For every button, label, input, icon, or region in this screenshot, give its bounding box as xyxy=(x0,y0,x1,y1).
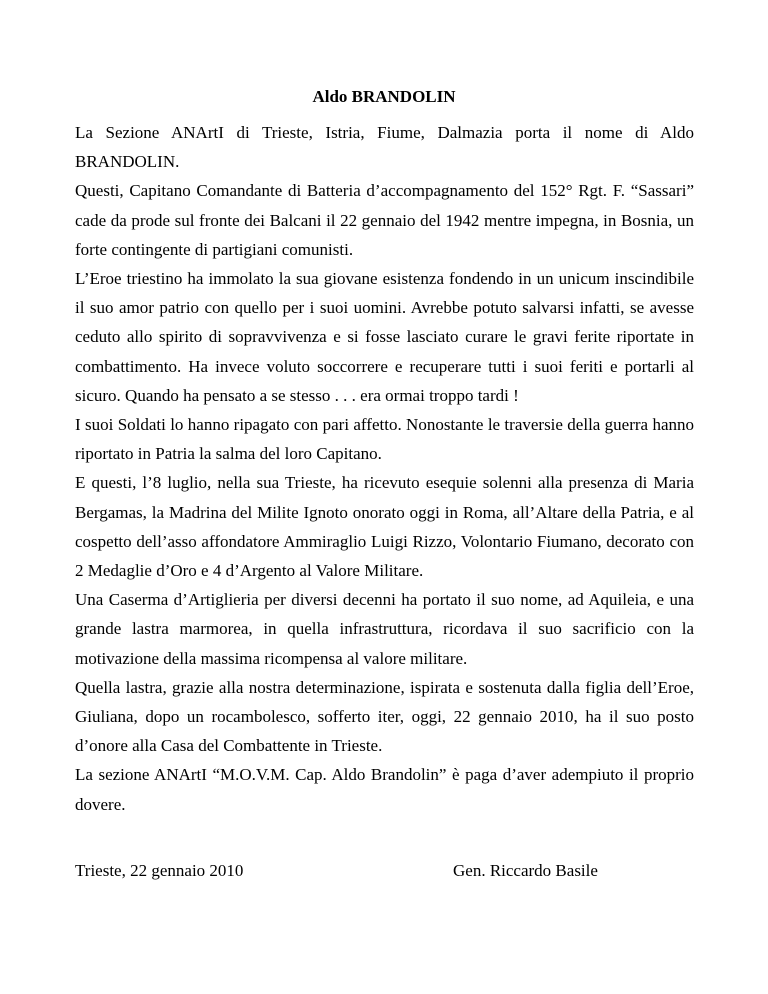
paragraph-5: E questi, l’8 luglio, nella sua Trieste, ha ricevuto esequie solenni alla presenza di Maria Bergamas, la Madrina del Milite Ignoto onorato oggi in Roma, all’Altare della Patria, e al cospetto dell’asso affondatore Ammiraglio Luigi Rizzo, Volontario Fiumano, decorato con 2 Medaglie d’Oro e 4 d’Argento al Valore Militare. xyxy=(75,473,694,581)
place-date: Trieste, 22 gennaio 2010 xyxy=(75,861,244,880)
document-body xyxy=(75,118,694,819)
paragraph-6: Una Caserma d’Artiglieria per diversi decenni ha portato il suo nome, ad Aquileia, e una grande lastra marmorea, in quella infrastruttura, ricordava il suo sacrificio con la motivazione della massima ricompensa al valore militare. xyxy=(75,590,694,668)
document-title: Aldo BRANDOLIN xyxy=(312,87,456,106)
signature: Gen. Riccardo Basile xyxy=(453,861,598,880)
paragraph-4: I suoi Soldati lo hanno ripagato con pari affetto. Nonostante le traversie della guerra hanno riportato in Patria la salma del loro Capitano. xyxy=(75,415,694,464)
paragraph-8: La sezione ANArtI “M.O.V.M. Cap. Aldo Brandolin” è paga d’aver adempiuto il proprio dovere. xyxy=(75,765,694,814)
paragraph-1: La Sezione ANArtI di Trieste, Istria, Fiume, Dalmazia porta il nome di Aldo BRANDOLIN. xyxy=(75,123,694,172)
paragraph-3: L’Eroe triestino ha immolato la sua giovane esistenza fondendo in un unicum inscindibile il suo amor patrio con quello per i suoi uomini. Avrebbe potuto salvarsi infatti, se avesse ceduto allo spirito di sopravvivenza e si fosse lasciato curare le gravi ferite riportate in combattimento. Ha invece voluto soccorrere e recuperare tutti i suoi feriti e portarli al sicuro. Quando ha pensato a se stesso . . . era ormai troppo tardi ! xyxy=(75,269,694,405)
paragraph-2: Questi, Capitano Comandante di Batteria d’accompagnamento del 152° Rgt. F. “Sassari” cade da prode sul fronte dei Balcani il 22 gennaio del 1942 mentre impegna, in Bosnia, un forte contingente di partigiani comunisti. xyxy=(75,181,694,259)
paragraph-7: Quella lastra, grazie alla nostra determinazione, ispirata e sostenuta dalla figlia dell’Eroe, Giuliana, dopo un rocambolesco, sofferto iter, oggi, 22 gennaio 2010, ha il suo posto d’onore alla Casa del Combattente in Trieste. xyxy=(75,677,694,756)
